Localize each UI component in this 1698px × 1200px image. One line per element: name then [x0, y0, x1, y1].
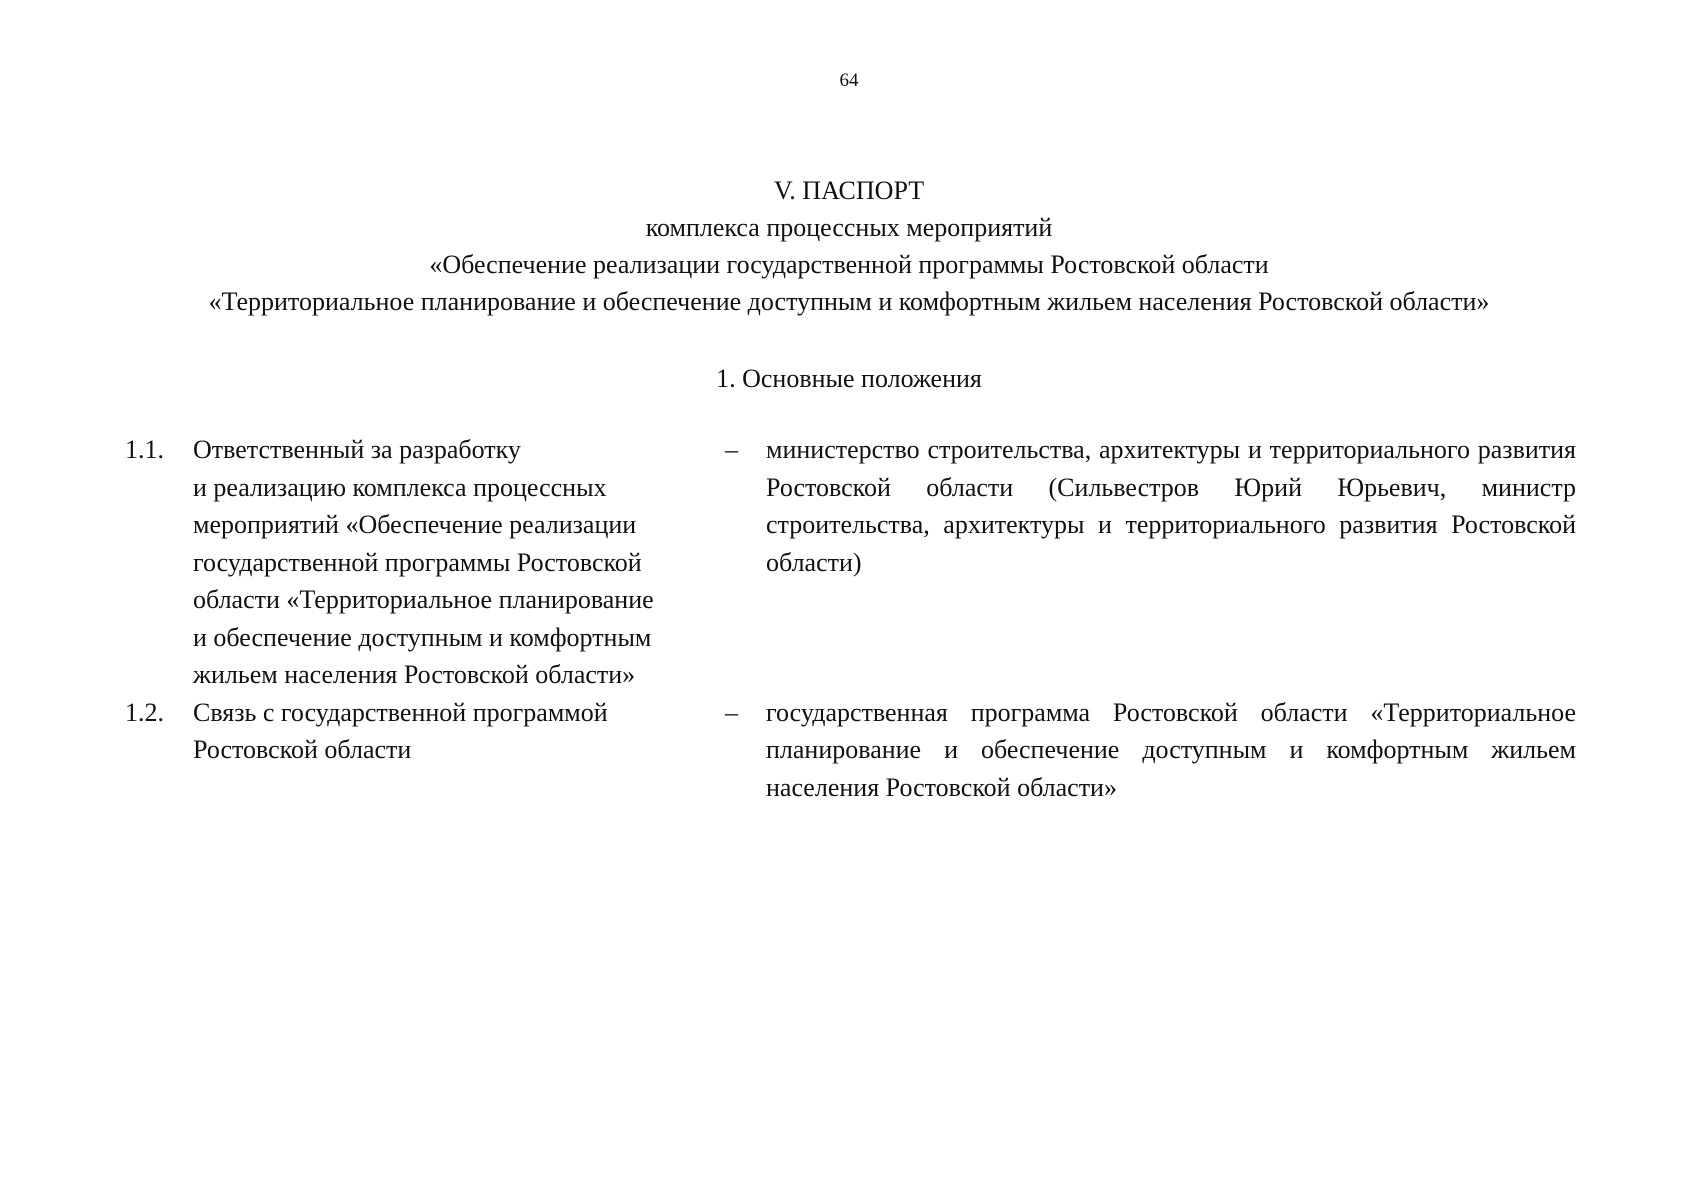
row-label-line: Ростовской области	[193, 735, 412, 764]
heading-title: V. ПАСПОРТ	[773, 176, 925, 205]
row-label-line: мероприятий «Обеспечение реализации	[193, 510, 637, 539]
heading-program-name: «Территориальное планирование и обеспечение доступным и комфортным жильем населения Ростовской области»	[208, 287, 1490, 316]
row-label-line: и реализацию комплекса процессных	[193, 472, 607, 502]
provisions-list	[0, 431, 1698, 802]
row-value: министерство строительства, архитектуры и территориального развития Ростовской области (Сильвестров Юрий Юрьевич, министр строительства, архитектуры и территориального развития Ростовской области)	[766, 435, 1576, 577]
row-dash: –	[725, 435, 738, 464]
row-dash: –	[725, 697, 738, 727]
row-label-line: государственной программы Ростовской	[193, 547, 642, 577]
document-heading	[0, 172, 1698, 320]
row-label-line: и обеспечение доступным и комфортным	[193, 622, 652, 652]
heading-program-line: «Обеспечение реализации государственной программы Ростовской области	[429, 250, 1269, 279]
row-label-line: Связь с государственной программой	[193, 697, 608, 727]
row-number: 1.2.	[125, 697, 164, 727]
section-title: 1. Основные положения	[716, 364, 982, 393]
row-label-line: Ответственный за разработку	[193, 435, 521, 464]
row-label-line: жильем населения Ростовской области»	[193, 660, 636, 689]
row-number: 1.1.	[125, 435, 164, 464]
row-label	[193, 694, 713, 769]
row-label	[193, 431, 713, 694]
row-label-line: области «Территориальное планирование	[193, 585, 654, 614]
provision-row	[0, 694, 1698, 802]
page-number: 64	[839, 70, 859, 91]
heading-subtitle: комплекса процессных мероприятий	[645, 213, 1053, 242]
row-value: государственная программа Ростовской области «Территориальное планирование и обеспечение доступным и комфортным жильем населения Ростовской области»	[766, 697, 1576, 802]
provision-row	[0, 431, 1698, 694]
